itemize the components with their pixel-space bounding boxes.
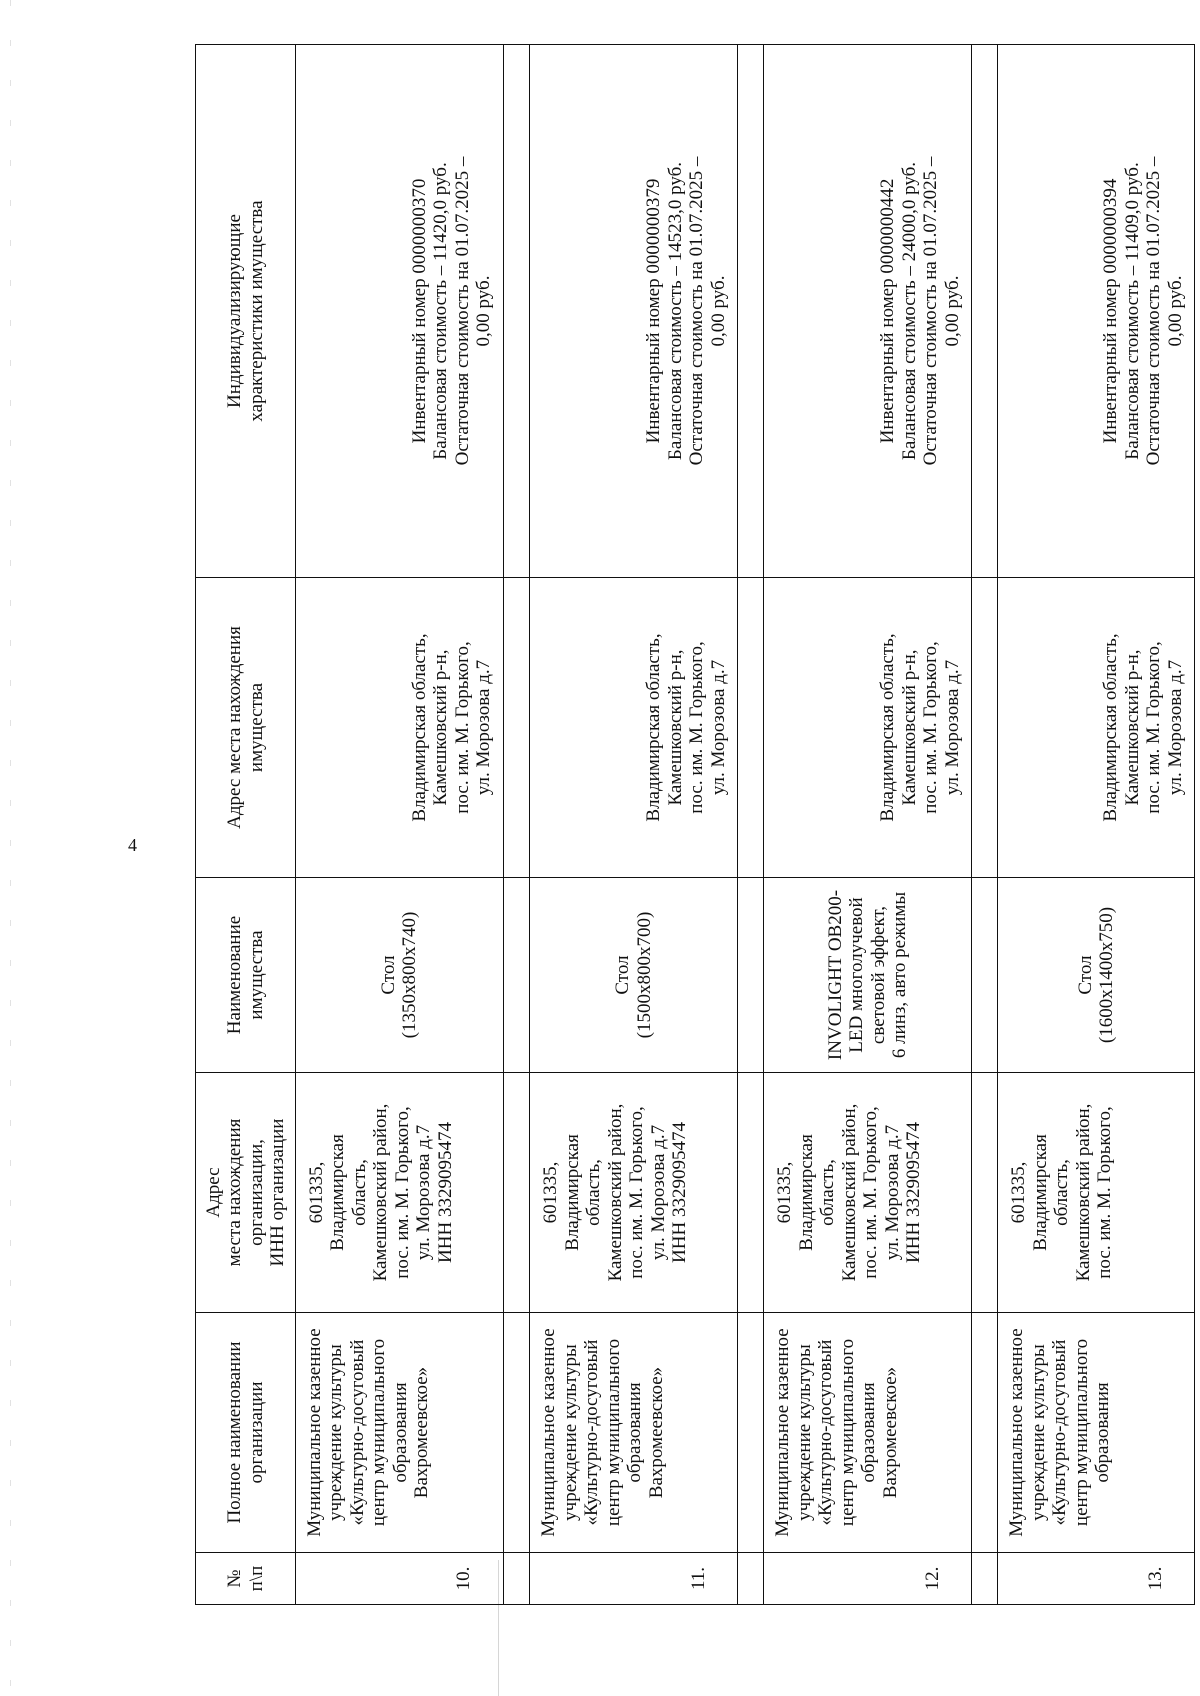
header-org-address: Адрес места нахождения организации, ИНН организации	[196, 1073, 296, 1313]
scan-artifact	[10, 0, 11, 1696]
table-row	[530, 45, 738, 1605]
row-property-address: Владимирская область, Камешковский р-н, пос. им. М. Горького, ул. Морозова д.7	[764, 578, 972, 878]
property-table-container	[195, 45, 1195, 1605]
row-characteristics: Инвентарный номер 0000000379 Балансовая стоимость – 14523,0 руб. Остаточная стоимость на 01.07.2025 – 0,00 руб.	[530, 45, 738, 578]
row-property-name: Стол (1350х800х740)	[296, 878, 504, 1073]
header-row	[196, 45, 296, 1605]
table-row	[998, 45, 1195, 1605]
row-org-address: 601335, Владимирская область, Камешковский район, пос. им. М. Горького, ул. Морозова д.7 ИНН 3329095474	[296, 1073, 504, 1313]
row-property-name: Стол (1500х800х700)	[530, 878, 738, 1073]
property-table	[195, 44, 1195, 1605]
row-property-address: Владимирская область, Камешковский р-н, пос. им. М. Горького, ул. Морозова д.7	[530, 578, 738, 878]
row-property-address: Владимирская область, Камешковский р-н, пос. им. М. Горького, ул. Морозова д.7	[296, 578, 504, 878]
header-characteristics: Индивидуализирующие характеристики имущества	[196, 45, 296, 578]
row-org-address: 601335, Владимирская область, Камешковский район, пос. им. М. Горького,	[998, 1073, 1195, 1313]
header-property-name: Наименование имущества	[196, 878, 296, 1073]
row-org-name: Муниципальное казенное учреждение культуры «Культурно-досуговый центр муниципального образования Вахромеевское»	[764, 1313, 972, 1553]
table-row	[296, 45, 504, 1605]
header-org-name: Полное наименовании организации	[196, 1313, 296, 1553]
row-separator	[738, 45, 764, 1605]
row-property-name: Стол (1600х1400х750)	[998, 878, 1195, 1073]
row-org-address: 601335, Владимирская область, Камешковский район, пос. им. М. Горького, ул. Морозова д.7 ИНН 3329095474	[530, 1073, 738, 1313]
row-org-name: Муниципальное казенное учреждение культуры «Культурно-досуговый центр муниципального образования Вахромеевское»	[530, 1313, 738, 1553]
table-row	[764, 45, 972, 1605]
row-characteristics: Инвентарный номер 0000000442 Балансовая стоимость – 24000,0 руб. Остаточная стоимость на 01.07.2025 – 0,00 руб.	[764, 45, 972, 578]
row-separator	[972, 45, 998, 1605]
row-org-address: 601335, Владимирская область, Камешковский район, пос. им. М. Горького, ул. Морозова д.7 ИНН 3329095474	[764, 1073, 972, 1313]
row-num: 12.	[764, 1553, 972, 1605]
row-characteristics: Инвентарный номер 0000000370 Балансовая стоимость – 11420,0 руб. Остаточная стоимость на 01.07.2025 – 0,00 руб.	[296, 45, 504, 578]
page-number: 4	[128, 835, 137, 855]
row-property-address: Владимирская область, Камешковский р-н, пос. им. М. Горького, ул. Морозова д.7	[998, 578, 1195, 878]
header-property-address: Адрес места нахождения имущества	[196, 578, 296, 878]
rotated-table-frame	[195, 45, 1195, 1605]
row-num: 10.	[296, 1553, 504, 1605]
header-num: № п\п	[196, 1553, 296, 1605]
row-num: 11.	[530, 1553, 738, 1605]
row-org-name: Муниципальное казенное учреждение культуры «Культурно-досуговый центр муниципального образования Вахромеевское»	[296, 1313, 504, 1553]
row-characteristics: Инвентарный номер 0000000394 Балансовая стоимость – 11409,0 руб. Остаточная стоимость на 01.07.2025 – 0,00 руб.	[998, 45, 1195, 578]
row-separator	[503, 45, 529, 1605]
row-org-name: Муниципальное казенное учреждение культуры «Культурно-досуговый центр муниципального образования	[998, 1313, 1195, 1553]
row-property-name: INVOLIGHT OB200- LED многолучевой световой эффект, 6 линз, авто режимы	[764, 878, 972, 1073]
row-num: 13.	[998, 1553, 1195, 1605]
